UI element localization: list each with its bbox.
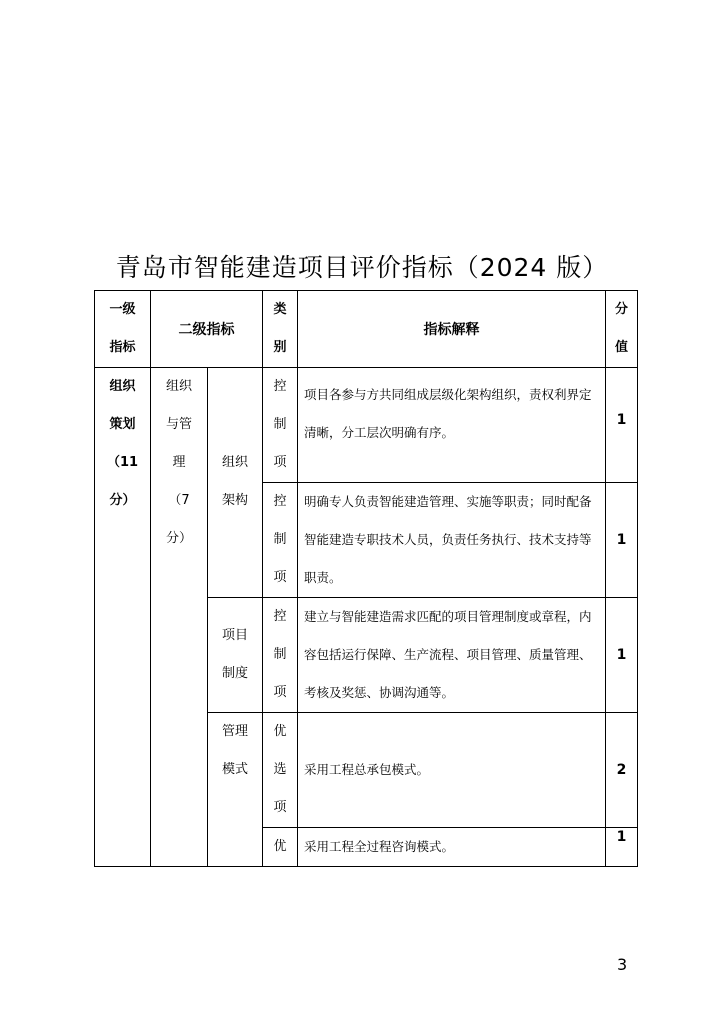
category-cell: 控 制 项: [263, 368, 298, 483]
explanation-cell: 建立与智能建造需求匹配的项目管理制度或章程，内容包括运行保障、生产流程、项目管理、质量管理、考核及奖惩、协调沟通等。: [298, 598, 606, 713]
explanation-cell: 明确专人负责智能建造管理、实施等职责；同时配备智能建造专职技术人员，负责任务执行、技术支持等职责。: [298, 483, 606, 598]
explanation-cell: 项目各参与方共同组成层级化架构组织，责权利界定清晰，分工层次明确有序。: [298, 368, 606, 483]
score-cell: 1: [606, 483, 638, 598]
level1-organization-planning: 组织 策划 （11 分）: [95, 368, 151, 867]
level2-organization-management: 组织 与管 理 （7 分）: [151, 368, 208, 867]
table-header-row: [95, 291, 638, 368]
header-category: 类 别: [263, 291, 298, 368]
score-cell: 2: [606, 713, 638, 828]
table-row: [95, 368, 638, 483]
sub-org-structure: 组织 架构: [208, 368, 263, 598]
header-explanation: 指标解释: [298, 291, 606, 368]
category-cell: 控 制 项: [263, 598, 298, 713]
header-level2: 二级指标: [151, 291, 263, 368]
document-title: 青岛市智能建造项目评价指标（2024 版）: [115, 253, 609, 282]
category-cell: 优 选 项: [263, 713, 298, 828]
explanation-cell: 采用工程总承包模式。: [298, 713, 606, 828]
page-number: 3: [617, 955, 628, 974]
category-cell: 控 制 项: [263, 483, 298, 598]
explanation-cell: 采用工程全过程咨询模式。: [298, 828, 606, 867]
category-cell: 优: [263, 828, 298, 867]
sub-mgmt-mode: 管理 模式: [208, 713, 263, 867]
score-cell: 1: [606, 368, 638, 483]
score-cell: 1: [606, 828, 638, 867]
evaluation-index-table: [94, 290, 638, 867]
score-cell: 1: [606, 598, 638, 713]
header-score: 分 值: [606, 291, 638, 368]
header-level1: 一级 指标: [95, 291, 151, 368]
sub-project-system: 项目 制度: [208, 598, 263, 713]
